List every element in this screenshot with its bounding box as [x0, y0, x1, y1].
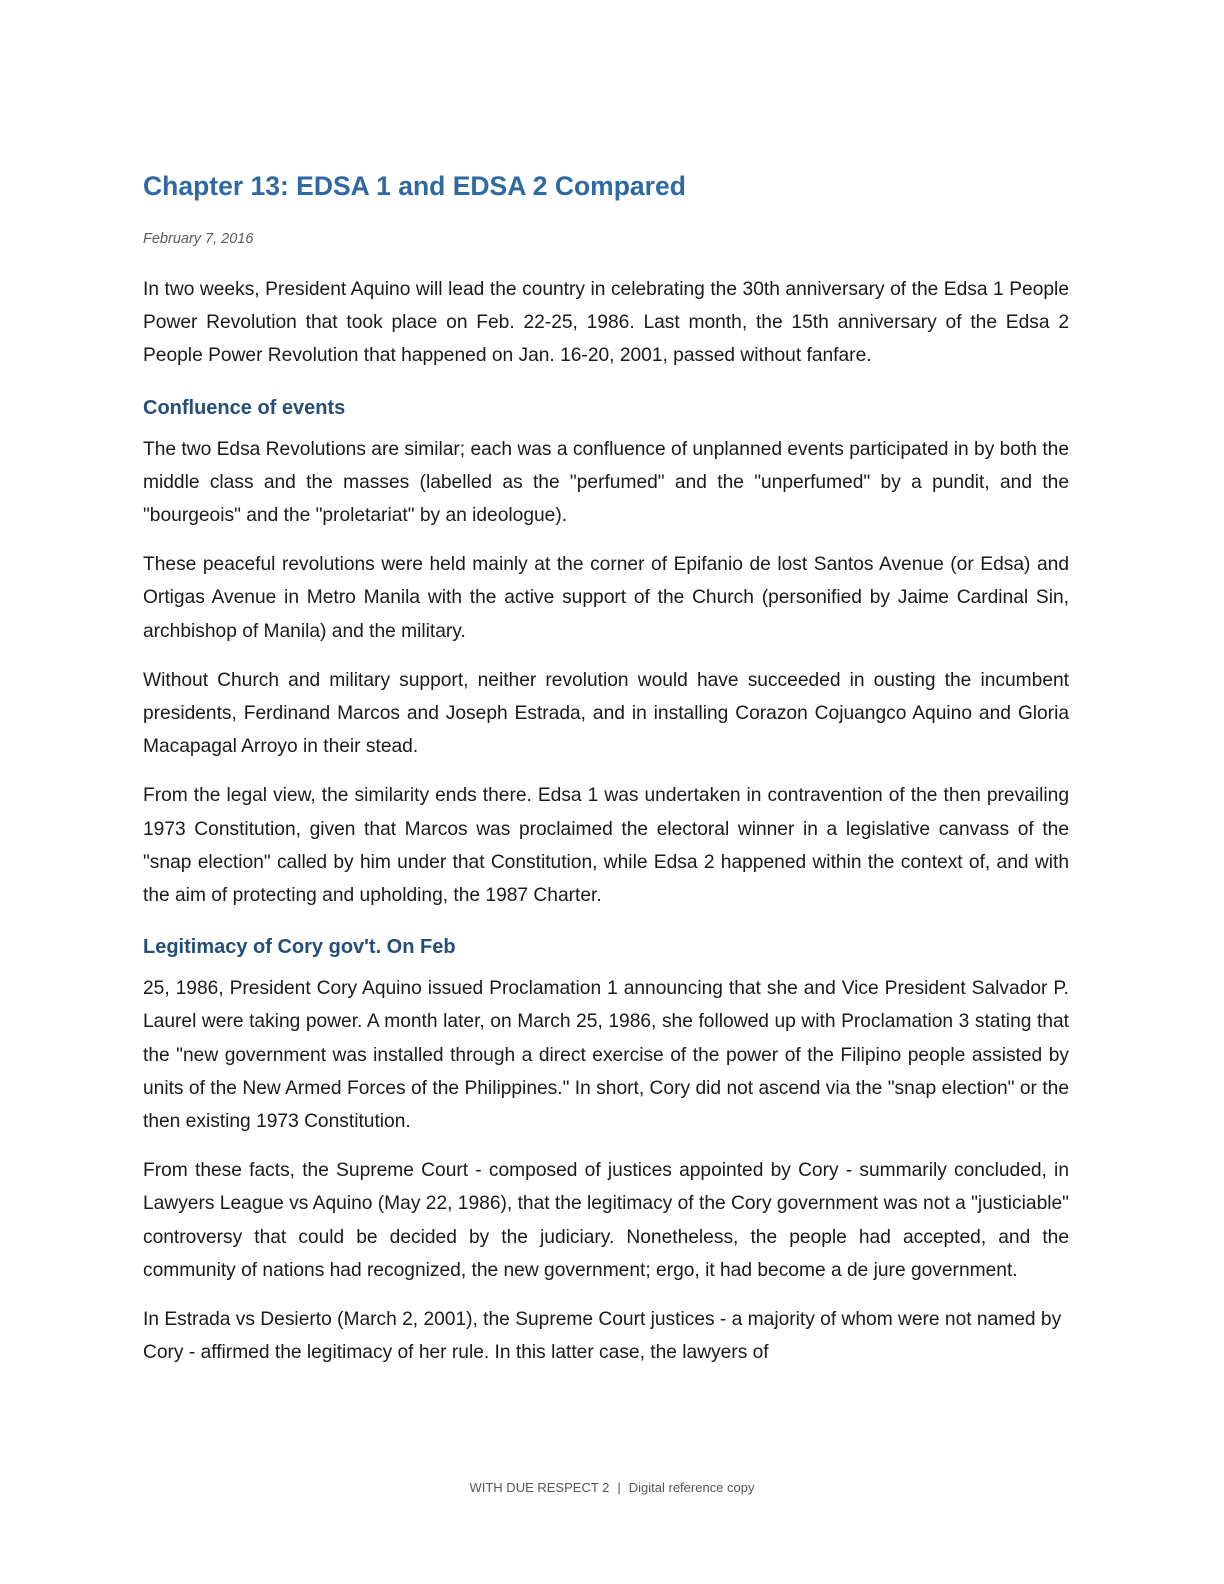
paragraph: From the legal view, the similarity ends there. Edsa 1 was undertaken in contravention of the then prevailing 1973 Constitution, given that Marcos was proclaimed the electoral winner in a legislative canvass of the "snap election" called by him under that Constitution, while Edsa 2 happened within the context of, and with the aim of protecting and upholding, the 1987 Charter. [143, 785, 1069, 907]
paragraph: From these facts, the Supreme Court - composed of justices appointed by Cory - summarily concluded, in Lawyers League vs Aquino (May 22, 1986), that the legitimacy of the Cory government was not a "justiciable" controversy that could be decided by the judiciary. Nonetheless, the people had accepted, and the community of nations had recognized, the new government; ergo, it had become a de jure government. [143, 1160, 1069, 1281]
footer-note: Digital reference copy [628, 1480, 755, 1495]
intro-paragraph: In two weeks, President Aquino will lead the country in celebrating the 30th anniversary of the Edsa 1 People Power Revolution that took place on Feb. 22-25, 1986. Last month, the 15th anniversary of the Edsa 2 People Power Revolution that happened on Jan. 16-20, 2001, passed without fanfare. [143, 279, 1069, 367]
section-heading-legitimacy: Legitimacy of Cory gov't. On Feb [143, 936, 456, 959]
paragraph: These peaceful revolutions were held mainly at the corner of Epifanio de lost Santos Avenue (or Edsa) and Ortigas Avenue in Metro Manila with the active support of the Church (personified by Jaime Cardinal Sin, archbishop of Manila) and the military. [143, 554, 1069, 642]
paragraph: 25, 1986, President Cory Aquino issued Proclamation 1 announcing that she and Vice President Salvador P. Laurel were taking power. A month later, on March 25, 1986, she followed up with Proclamation 3 stating that the "new government was installed through a direct exercise of the power of the Filipino people assisted by units of the New Armed Forces of the Philippines." In short, Cory did not ascend via the "snap election" or the then existing 1973 Constitution. [143, 978, 1069, 1133]
page-footer [0, 1480, 1224, 1495]
paragraph: Without Church and military support, neither revolution would have succeeded in ousting the incumbent presidents, Ferdinand Marcos and Joseph Estrada, and in installing Corazon Cojuangco Aquino and Gloria Macapagal Arroyo in their stead. [143, 669, 1069, 758]
footer-book-title: WITH DUE RESPECT 2 [469, 1480, 610, 1495]
chapter-title: Chapter 13: EDSA 1 and EDSA 2 Compared [143, 171, 686, 201]
section-heading-confluence: Confluence of events [143, 396, 346, 419]
paragraph: In Estrada vs Desierto (March 2, 2001), the Supreme Court justices - a majority of whom were not named by Cory - affirmed the legitimacy of her rule. In this latter case, the lawyers of [143, 1309, 1062, 1364]
publication-date: February 7, 2016 [143, 231, 254, 247]
article-body [143, 273, 1069, 1385]
paragraph: The two Edsa Revolutions are similar; each was a confluence of unplanned events participated in by both the middle class and the masses (labelled as the "perfumed" and the "unperfumed" by a pundit, and the "bourgeois" and the "proletariat" by an ideologue). [143, 438, 1069, 527]
footer-separator: | [617, 1480, 621, 1495]
